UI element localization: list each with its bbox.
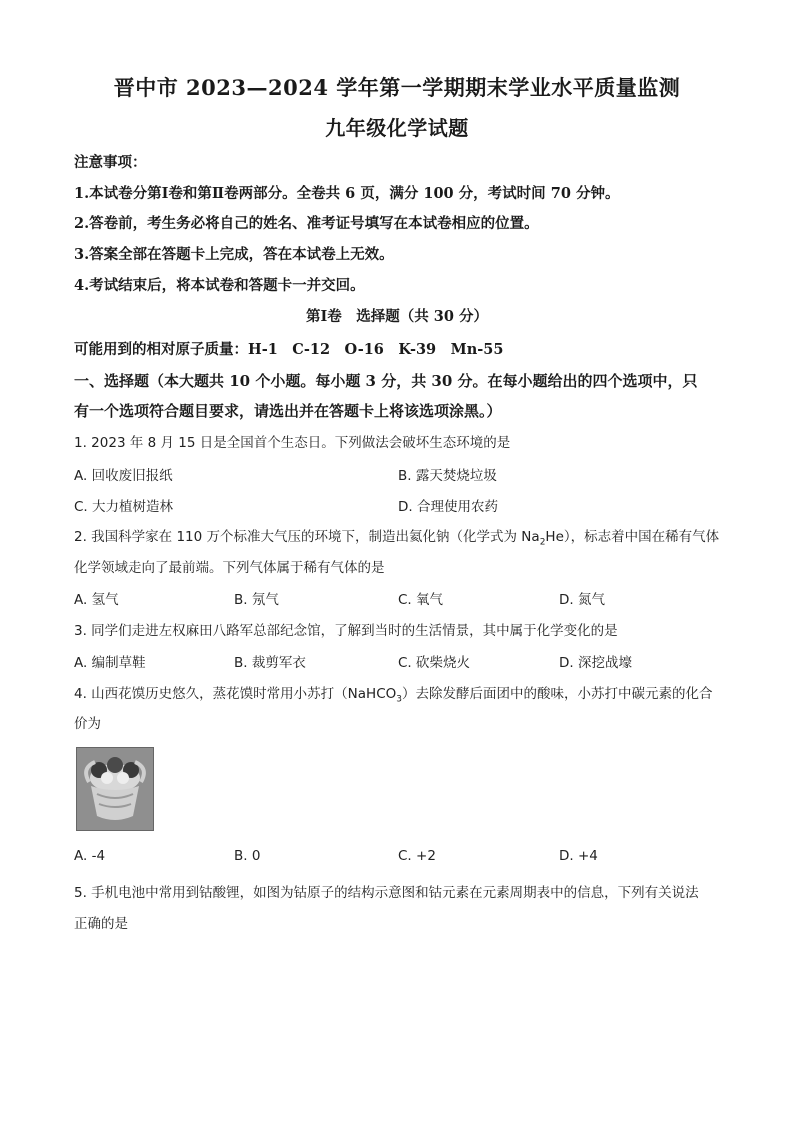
flower-bun-image [77, 748, 153, 830]
question-1-option-b: B. 露天焚烧垃圾 [398, 468, 497, 484]
question-2-formula-subscript: 2 [539, 537, 546, 548]
note-item-4: 4.考试结束后，将本试卷和答题卡一并交回。 [74, 277, 365, 294]
section-instruction-line1: 一、选择题（本大题共 10 个小题。每小题 3 分，共 30 分。在每小题给出的四个选项中，只 [74, 372, 698, 390]
question-3-stem: 3. 同学们走进左权麻田八路军总部纪念馆，了解到当时的生活情景，其中属于化学变化的是 [74, 623, 618, 639]
question-2-stem-part1: 2. 我国科学家在 110 万个标准大气压的环境下，制造出氦化钠（化学式为 Na [74, 529, 540, 545]
question-5-stem-line2: 正确的是 [74, 916, 128, 932]
note-item-1: 1.本试卷分第Ⅰ卷和第Ⅱ卷两部分。全卷共 6 页，满分 100 分，考试时间 70 分钟。 [74, 185, 620, 202]
question-3-option-d: D. 深挖战壕 [559, 655, 632, 671]
question-4-option-d: D. +4 [559, 848, 598, 864]
note-item-3: 3.答案全部在答题卡上完成，答在本试卷上无效。 [74, 246, 394, 263]
exam-title: 晋中市 2023—2024 学年第一学期期末学业水平质量监测 [113, 75, 681, 100]
question-2-stem-line1 [74, 525, 719, 548]
question-4-option-a: A. -4 [74, 848, 106, 864]
question-4-stem-part2: ）去除发酵后面团中的酸味，小苏打中碳元素的化合 [401, 686, 713, 702]
atomic-masses: 可能用到的相对原子质量：H-1 C-12 O-16 K-39 Mn-55 [74, 341, 504, 358]
question-3-option-c: C. 砍柴烧火 [398, 655, 471, 671]
question-4-stem-part1: 4. 山西花馍历史悠久，蒸花馍时常用小苏打（NaHCO [74, 686, 397, 702]
exam-subtitle: 九年级化学试题 [325, 116, 469, 140]
flower-bun-photo [76, 747, 154, 831]
note-item-2: 2.答卷前，考生务必将自己的姓名、准考证号填写在本试卷相应的位置。 [74, 215, 539, 232]
question-3-option-b: B. 裁剪军衣 [234, 655, 306, 671]
question-1-option-d: D. 合理使用农药 [398, 499, 498, 515]
question-2-stem-line2: 化学领域走向了最前端。下列气体属于稀有气体的是 [74, 560, 385, 576]
section-instruction-line2: 有一个选项符合题目要求，请选出并在答题卡上将该选项涂黑。） [74, 402, 502, 420]
notes-heading: 注意事项： [74, 154, 147, 171]
question-1-option-c: C. 大力植树造林 [74, 499, 174, 515]
question-4-stem-line1 [74, 682, 712, 705]
question-4-stem-line2: 价为 [74, 716, 101, 732]
question-2-option-b: B. 氖气 [234, 592, 279, 608]
question-4-option-c: C. +2 [398, 848, 436, 864]
question-4-formula-subscript: 3 [396, 694, 402, 705]
question-5-stem-line1: 5. 手机电池中常用到钴酸锂，如图为钴原子的结构示意图和钴元素在元素周期表中的信息，下列有关说法 [74, 885, 699, 901]
question-2-option-d: D. 氮气 [559, 592, 605, 608]
section-title: 第Ⅰ卷 选择题（共 30 分） [305, 308, 489, 325]
question-4-option-b: B. 0 [234, 848, 261, 864]
question-1-option-a: A. 回收废旧报纸 [74, 468, 173, 484]
question-2-option-c: C. 氧气 [398, 592, 444, 608]
question-1-stem: 1. 2023 年 8 月 15 日是全国首个生态日。下列做法会破坏生态环境的是 [74, 435, 511, 451]
question-2-stem-part2: He），标志着中国在稀有气体 [545, 529, 720, 545]
question-2-option-a: A. 氢气 [74, 592, 119, 608]
question-3-option-a: A. 编制草鞋 [74, 655, 146, 671]
